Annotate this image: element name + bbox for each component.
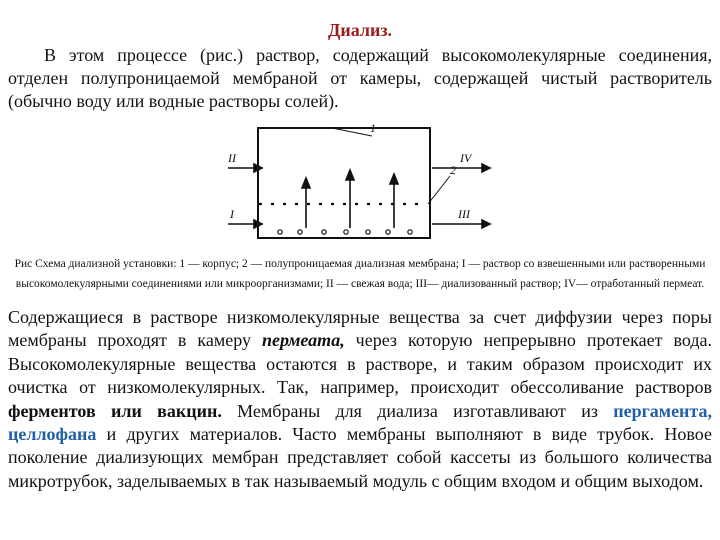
figure-caption: Рис Схема диализной установки: 1 — корпус; 2 — полупроницаемая диализная мембрана; I — раствор со взвешенными или растворенными высокомолекулярными соединениями или микроорганизмами; II — свежая вода; III— диализованный раствор; IV— отработанный пермеат. xyxy=(14,258,706,290)
term-permeate: пермеата, xyxy=(262,330,345,351)
body-text-2: через которую непрерывно протекает вода. Высокомолекулярные вещества остаются в растворе, и таким образом происходит их очистка от низкомолекулярных. Так, например, происходит обессоливание растворов xyxy=(8,330,712,398)
intro-paragraph xyxy=(8,44,712,113)
term-enzymes: ферментов или вакцин. xyxy=(8,400,222,421)
body-text-3: Мембраны для диализа изготавливают из xyxy=(221,400,614,421)
label-I: I xyxy=(230,207,234,221)
label-III: III xyxy=(458,207,470,221)
label-II: II xyxy=(228,151,236,165)
main-paragraph xyxy=(8,306,712,493)
document-title: Диализ. xyxy=(327,20,393,40)
body-text-4: и других материалов. Часто мембраны выполняют в виде трубок. Новое поколение диализующих мембран представляет собой кассеты из большого количества микротрубок, заделываемых в так называемый модуль с общим входом и общим выходом. xyxy=(8,424,712,491)
label-1: 1 xyxy=(370,121,376,135)
label-2: 2 xyxy=(450,163,456,177)
body-text-1: Содержащиеся в растворе низкомолекулярные вещества за счет диффузии через поры мембраны проходят в камеру xyxy=(8,307,712,351)
intro-text: В этом процессе (рис.) раствор, содержащий высокомолекулярные соединения, отделен полупроницаемой мембраной от камеры, содержащей чистый растворитель (обычно воду или водные растворы солей). xyxy=(8,45,712,111)
dialysis-diagram xyxy=(222,118,498,254)
label-IV: IV xyxy=(460,151,472,165)
diagram-background xyxy=(222,118,498,254)
term-materials: пергамента, целлофана xyxy=(8,400,712,445)
